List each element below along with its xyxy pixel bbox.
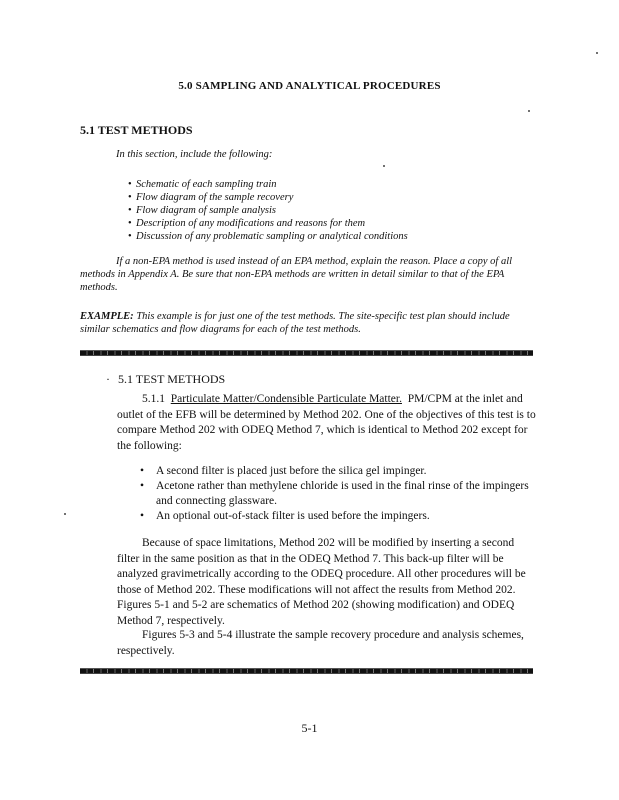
list-item: • Acetone rather than methylene chloride is used in the final rinse of the impingers and connecting glassware. (140, 480, 529, 507)
list-item: • Flow diagram of sample analysis (128, 205, 277, 216)
example-label: EXAMPLE: (80, 311, 134, 322)
page-number: 5-1 (301, 721, 318, 735)
subsection-title: Particulate Matter/Condensible Particulate Matter. (170, 393, 402, 405)
bullet-icon: • (128, 231, 132, 242)
scan-speck (596, 52, 598, 54)
scan-speck (383, 165, 385, 167)
figures-paragraph: Figures 5-3 and 5-4 illustrate the sample recovery procedure and analysis schemes, respectively. (117, 629, 524, 657)
bullet-icon: • (128, 192, 132, 203)
scan-speck (528, 110, 530, 112)
intro-text: In this section, include the following: (116, 149, 273, 160)
differences-list (140, 464, 540, 524)
divider-top (80, 350, 533, 356)
list-item: • Schematic of each sampling train (128, 179, 277, 190)
list-item: • Discussion of any problematic sampling or analytical conditions (128, 231, 408, 242)
section-heading: 5.1 TEST METHODS (80, 123, 193, 137)
bullet-icon: • (140, 465, 145, 477)
space-limitations-paragraph: Because of space limitations, Method 202 will be modified by inserting a second filter in the same position as that in the ODEQ Method 7. This back-up filter will be analyzed gravimetrically according to the ODEQ procedure. All other procedures will be those of Method 202. These modifications will not affect the results from Method 202. Figures 5-1 and 5-2 are schematics of Method 202 (showing modification) and ODEQ Method 7, respectively. (117, 537, 526, 627)
bullet-icon: • (128, 179, 132, 190)
bullet-icon: • (128, 205, 132, 216)
scan-speck (64, 513, 66, 515)
include-list (128, 178, 408, 243)
example-paragraph (80, 310, 540, 336)
divider-bottom (80, 668, 533, 674)
bullet-icon: • (140, 480, 145, 492)
subsection-paragraph (117, 392, 537, 454)
example-text: This example is for just one of the test methods. The site-specific test plan should include similar schematics and flow diagrams for each of the test methods. (80, 311, 510, 335)
subsection-number: 5.1.1 (142, 393, 165, 405)
example-section-heading: · 5.1 TEST METHODS (106, 372, 226, 386)
page-title: 5.0 SAMPLING AND ANALYTICAL PROCEDURES (178, 80, 441, 92)
list-item: • Flow diagram of the sample recovery (128, 192, 294, 203)
bullet-icon: • (140, 510, 145, 522)
list-item: • An optional out-of-stack filter is used before the impingers. (140, 510, 430, 522)
subsection-text: PM/CPM at the inlet and outlet of the EFB will be determined by Method 202. One of the objectives of this test is to compare Method 202 with ODEQ Method 7, which is identical to Method 202 except for the following: (117, 393, 536, 452)
list-item: • Description of any modifications and reasons for them (128, 218, 366, 229)
list-item: • A second filter is placed just before the silica gel impinger. (140, 465, 427, 477)
bullet-icon: • (128, 218, 132, 229)
non-epa-paragraph: If a non-EPA method is used instead of an EPA method, explain the reason. Place a copy of all methods in Appendix A. Be sure that non-EPA methods are written in detail similar to that of the EPA methods. (80, 256, 513, 293)
